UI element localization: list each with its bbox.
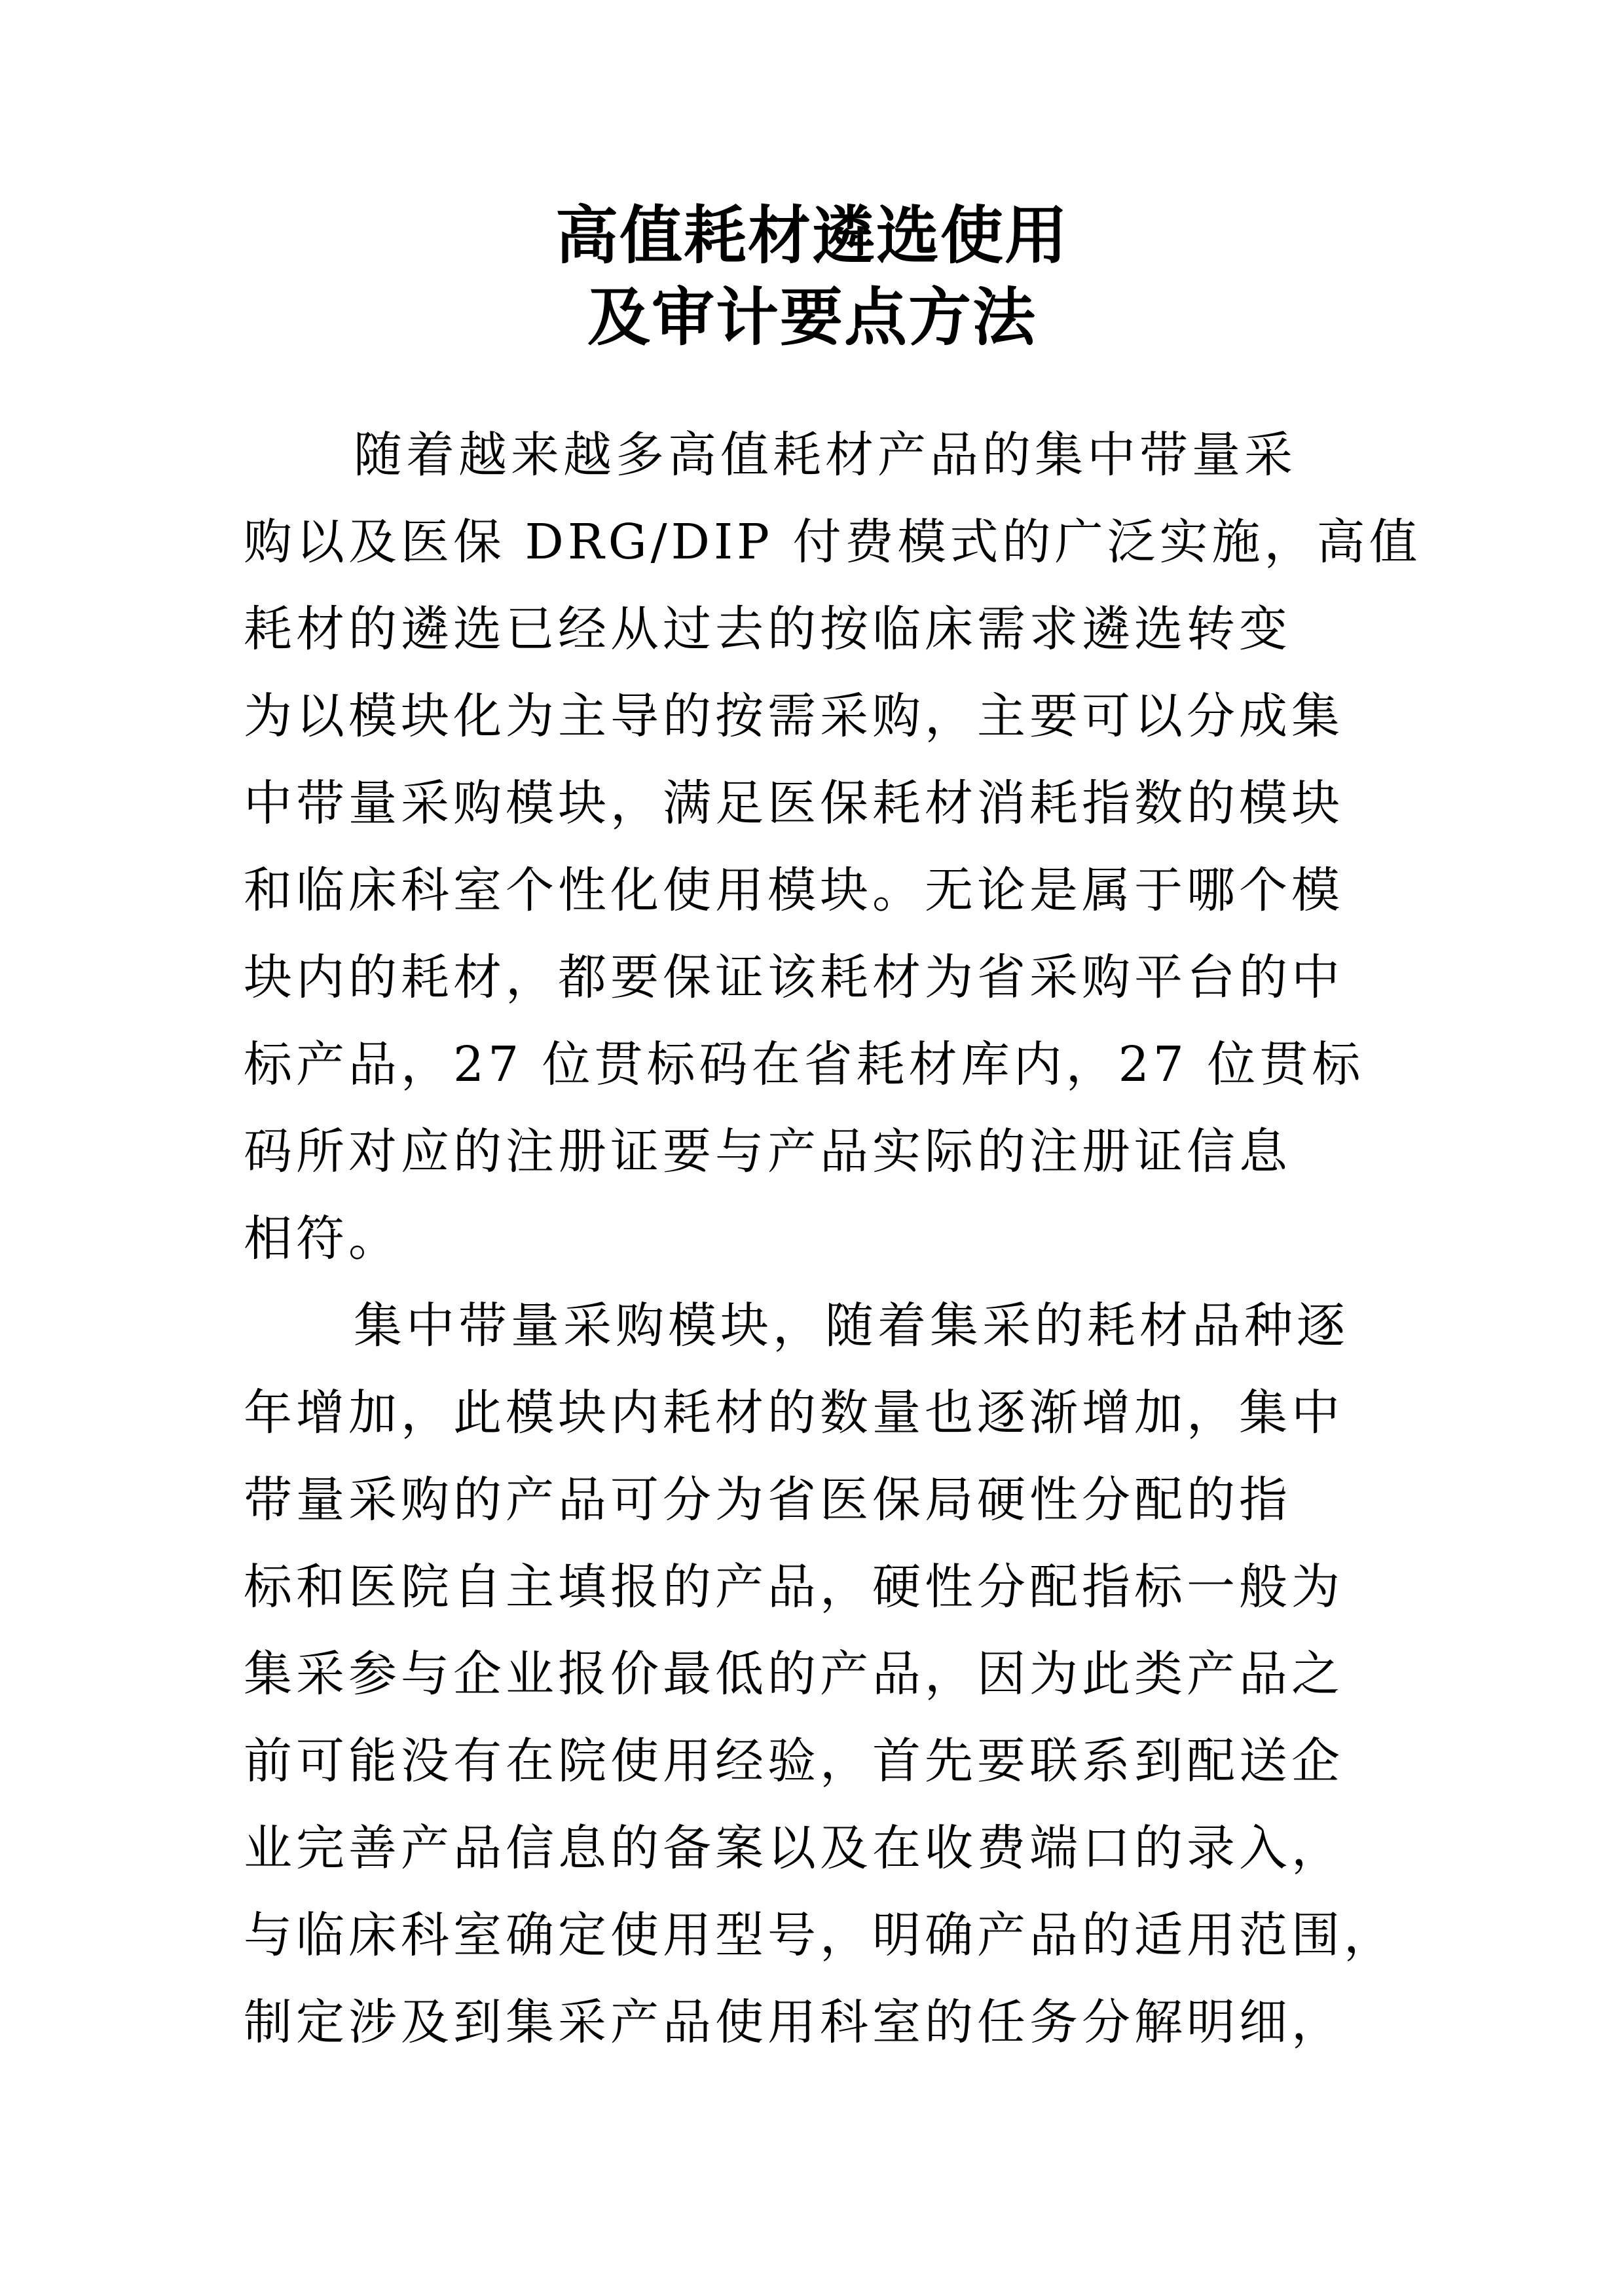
paragraph-line: 块内的耗材，都要保证该耗材为省采购平台的中	[244, 949, 1344, 1006]
paragraph-line: 和临床科室个性化使用模块。无论是属于哪个模	[244, 862, 1344, 919]
paragraph-line: 中带量采购模块，满足医保耗材消耗指数的模块	[244, 775, 1344, 831]
paragraph-line: 标和医院自主填报的产品，硬性分配指标一般为	[244, 1559, 1344, 1615]
paragraph-line: 耗材的遴选已经从过去的按临床需求遴选转变	[244, 601, 1291, 657]
paragraph-line: 购以及医保 DRG/DIP 付费模式的广泛实施，高值	[244, 514, 1422, 570]
paragraph-line: 制定涉及到集采产品使用科室的任务分解明细，	[244, 1994, 1344, 2050]
paragraph-line: 与临床科室确定使用型号，明确产品的适用范围，	[244, 1907, 1396, 1963]
paragraph-line: 前可能没有在院使用经验，首先要联系到配送企	[244, 1733, 1344, 1789]
paragraph-line: 带量采购的产品可分为省医保局硬性分配的指	[244, 1472, 1291, 1528]
paragraph-line: 集中带量采购模块，随着集采的耗材品种逐	[354, 1298, 1349, 1354]
paragraph-line: 随着越来越多高值耗材产品的集中带量采	[354, 427, 1297, 483]
paragraph-line: 相符。	[244, 1211, 401, 1267]
paragraph-line: 标产品，27 位贯标码在省耗材库内，27 位贯标	[244, 1036, 1365, 1093]
document-title-line-1: 高值耗材遴选使用	[555, 199, 1069, 272]
paragraph-line: 业完善产品信息的备案以及在收费端口的录入，	[244, 1820, 1344, 1876]
paragraph-line: 集采参与企业报价最低的产品，因为此类产品之	[244, 1646, 1344, 1702]
paragraph-line: 码所对应的注册证要与产品实际的注册证信息	[244, 1123, 1291, 1180]
paragraph-line: 年增加，此模块内耗材的数量也逐渐增加，集中	[244, 1385, 1344, 1441]
document-title-line-2: 及审计要点方法	[587, 281, 1037, 354]
paragraph-line: 为以模块化为主导的按需采购，主要可以分成集	[244, 688, 1344, 744]
